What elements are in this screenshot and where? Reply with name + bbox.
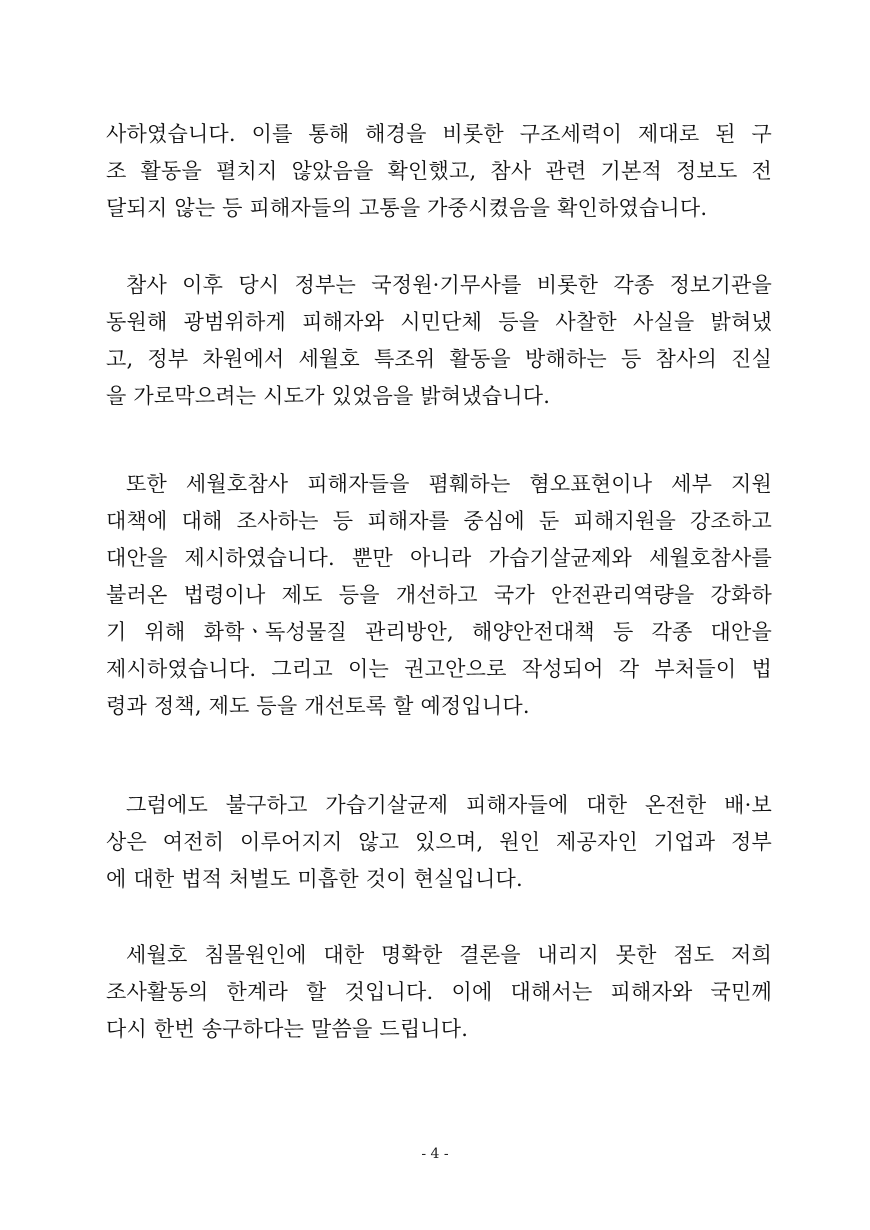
text-line: 또한 세월호참사 피해자들을 폄훼하는 혐오표현이나 세부 지원 — [126, 472, 772, 496]
text-line: 그럼에도 불구하고 가습기살균제 피해자들에 대한 온전한 배·보 — [126, 793, 772, 817]
text-line: 달되지 않는 등 피해자들의 고통을 가중시켰음을 확인하였습니다. — [106, 196, 708, 220]
text-line: 기 위해 화학ㆍ독성물질 관리방안, 해양안전대책 등 각종 대안을 — [106, 620, 772, 644]
text-line: 다시 한번 송구하다는 말씀을 드립니다. — [106, 1017, 469, 1041]
page-number: - 4 - — [421, 1146, 449, 1162]
text-line: 대책에 대해 조사하는 등 피해자를 중심에 둔 피해지원을 강조하고 — [106, 509, 772, 533]
text-line: 불러온 법령이나 제도 등을 개선하고 국가 안전관리역량을 강화하 — [106, 583, 772, 607]
text-line: 령과 정책, 제도 등을 개선토록 할 예정입니다. — [106, 694, 530, 718]
text-line: 조사활동의 한계라 할 것입니다. 이에 대해서는 피해자와 국민께 — [106, 980, 772, 1004]
text-line: 제시하였습니다. 그리고 이는 권고안으로 작성되어 각 부처들이 법 — [106, 657, 772, 681]
text-line: 세월호 침몰원인에 대한 명확한 결론을 내리지 못한 점도 저희 — [126, 943, 772, 967]
paragraph-victim-support — [106, 466, 772, 725]
text-line: 참사 이후 당시 정부는 국정원·기무사를 비롯한 각종 정보기관을 — [126, 273, 772, 297]
text-line: 고, 정부 차원에서 세월호 특조위 활동을 방해하는 등 참사의 진실 — [106, 347, 772, 371]
text-line: 상은 여전히 이루어지지 않고 있으며, 원인 제공자인 기업과 정부 — [106, 830, 772, 854]
text-line: 동원해 광범위하게 피해자와 시민단체 등을 사찰한 사실을 밝혀냈 — [106, 310, 772, 334]
text-line: 에 대한 법적 처벌도 미흡한 것이 현실입니다. — [106, 867, 523, 891]
paragraph-investigation-findings — [106, 116, 772, 227]
text-line: 을 가로막으려는 시도가 있었음을 밝혀냈습니다. — [106, 384, 551, 408]
paragraph-government-surveillance — [106, 267, 772, 415]
paragraph-apology — [106, 937, 772, 1048]
text-line: 사하였습니다. 이를 통해 해경을 비롯한 구조세력이 제대로 된 구 — [106, 122, 772, 146]
paragraph-compensation-issues — [106, 787, 772, 898]
text-line: 조 활동을 펼치지 않았음을 확인했고, 참사 관련 기본적 정보도 전 — [106, 159, 772, 183]
text-line: 대안을 제시하였습니다. 뿐만 아니라 가습기살균제와 세월호참사를 — [106, 546, 772, 570]
